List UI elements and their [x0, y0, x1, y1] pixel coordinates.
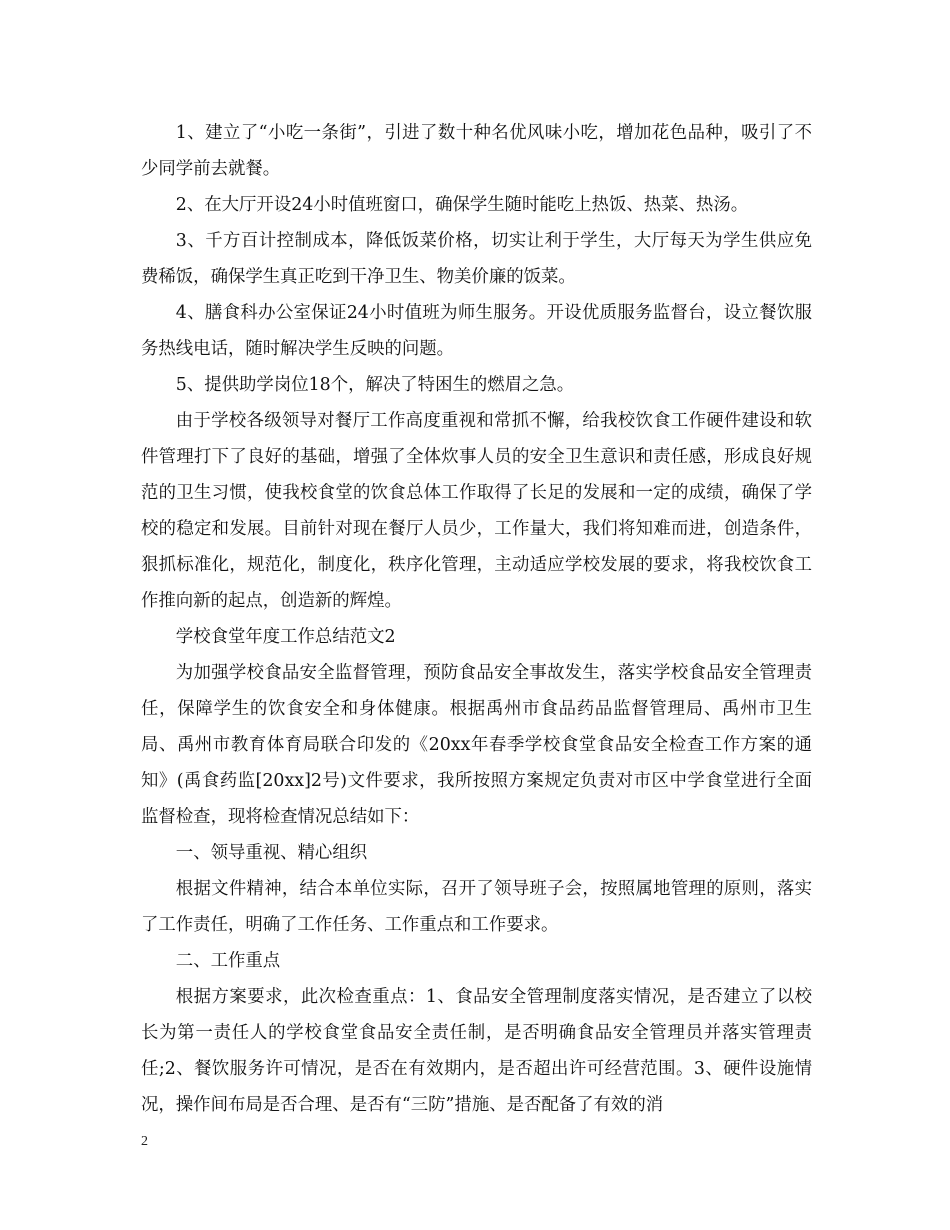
- document-body: [141, 115, 812, 1123]
- paragraph-12: 根据方案要求，此次检查重点：1、食品安全管理制度落实情况，是否建立了以校长为第一责任人的学校食堂食品安全责任制，是否明确食品安全管理员并落实管理责任;2、餐饮服务许可情况，是否在有效期内，是否超出许可经营范围。3、硬件设施情况，操作间布局是否合理、是否有“三防”措施、是否配备了有效的消: [141, 987, 812, 1115]
- section-title: 学校食堂年度工作总结范文2: [175, 627, 396, 647]
- paragraph-4: 4、膳食科办公室保证24小时值班为师生服务。开设优质服务监督台，设立餐饮服务热线电话，随时解决学生反映的问题。: [141, 303, 812, 359]
- heading-1: 一、领导重视、精心组织: [175, 843, 368, 863]
- paragraph-2: 2、在大厅开设24小时值班窗口，确保学生随时能吃上热饭、热菜、热汤。: [175, 195, 749, 215]
- paragraph-1: 1、建立了“小吃一条街”，引进了数十种名优风味小吃，增加花色品种，吸引了不少同学前去就餐。: [141, 123, 812, 179]
- page-number: 2: [141, 1134, 148, 1149]
- heading-2: 二、工作重点: [175, 951, 281, 971]
- paragraph-3: 3、千方百计控制成本，降低饭菜价格，切实让利于学生，大厅每天为学生供应免费稀饭，确保学生真正吃到干净卫生、物美价廉的饭菜。: [141, 231, 812, 287]
- paragraph-5: 5、提供助学岗位18个，解决了特困生的燃眉之急。: [175, 375, 575, 395]
- paragraph-10: 根据文件精神，结合本单位实际，召开了领导班子会，按照属地管理的原则，落实了工作责任，明确了工作任务、工作重点和工作要求。: [141, 879, 812, 935]
- paragraph-8: 为加强学校食品安全监督管理，预防食品安全事故发生，落实学校食品安全管理责任，保障学生的饮食安全和身体健康。根据禹州市食品药品监督管理局、禹州市卫生局、禹州市教育体育局联合印发的《20xx年春季学校食堂食品安全检查工作方案的通知》(禹食药监[20xx]2号)文件要求，我所按照方案规定负责对市区中学食堂进行全面监督检查，现将检查情况总结如下：: [141, 663, 812, 827]
- paragraph-6: 由于学校各级领导对餐厅工作高度重视和常抓不懈，给我校饮食工作硬件建设和软件管理打下了良好的基础，增强了全体炊事人员的安全卫生意识和责任感，形成良好规范的卫生习惯，使我校食堂的饮食总体工作取得了长足的发展和一定的成绩，确保了学校的稳定和发展。目前针对现在餐厅人员少，工作量大，我们将知难而进，创造条件，狠抓标准化，规范化，制度化，秩序化管理，主动适应学校发展的要求，将我校饮食工作推向新的起点，创造新的辉煌。: [141, 411, 812, 611]
